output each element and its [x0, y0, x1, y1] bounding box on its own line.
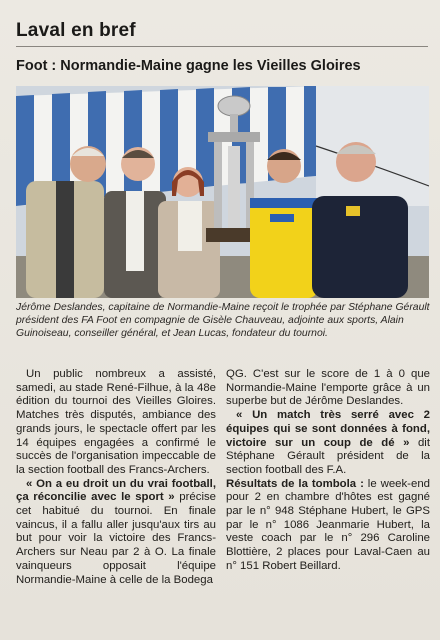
- title-rule: [16, 46, 428, 47]
- article-column-right: [226, 368, 430, 574]
- article-headline: Foot : Normandie-Maine gagne les Vieilles Gloires: [16, 58, 361, 74]
- tombola-label: Résultats de la tombola :: [226, 477, 364, 490]
- right-paragraph-2-text: dit Stéphane Gérault président de la section football des F.A.: [226, 436, 430, 476]
- right-paragraph-1: QG. C'est sur le score de 1 à 0 que Normandie-Maine l'emporte grâce à un superbe but de Jérôme Deslandes.: [226, 368, 430, 408]
- left-paragraph-2-text: précise cet habitué du tournoi. En finale vaincus, il a fallu aller jusqu'aux tirs au but pour voir la victoire des Francs-Archers sur Neau par 2 à O. La finale vainqueurs opposait l'équipe Normandie-Maine à celle de la Bodega: [16, 491, 217, 586]
- article-column-left: [16, 368, 216, 587]
- right-paragraph-2: [226, 409, 430, 478]
- photo-illustration: [16, 86, 429, 298]
- tombola-results: le week-end pour 2 en chambre d'hôtes est gagné par le n° 948 Stéphane Hubert, le GPS par le n° 1086 Jeanmarie Hubert, la veste coach par le n° 296 Caroline Blottière, 2 places pour Laval-Caen au n° 151 Robert Beillard.: [226, 477, 430, 572]
- left-quote: « On a eu droit un du vrai football, ça réconcilie avec le sport »: [16, 477, 216, 504]
- left-paragraph-1: Un public nombreux a assisté, samedi, au stade René-Filhue, à la 48e édition du tournoi des Vieilles Gloires. Matches très disputés, ambiance des grands jours, le spectacle offert par les 14 équipes engagées a confirmé le succès de l'organisation impeccable de la section football des Francs-Archers.: [16, 368, 216, 476]
- trophy-photo: [16, 86, 429, 298]
- left-paragraph-2: [16, 478, 216, 588]
- photo-caption: Jérôme Deslandes, capitaine de Normandie-Maine reçoit le trophée par Stéphane Gérault président des FA Foot en compagnie de Gisèle Chauveau, adjointe aux sports, Alain Guinoiseau, conseiller général, et Jean Lucas, fondateur du tournoi.: [16, 302, 430, 340]
- right-paragraph-3: [226, 478, 430, 574]
- right-quote: « Un match très serré avec 2 équipes qui se sont données à fond, victoire sur un coup de dé »: [226, 409, 430, 449]
- section-title: Laval en bref: [16, 20, 136, 41]
